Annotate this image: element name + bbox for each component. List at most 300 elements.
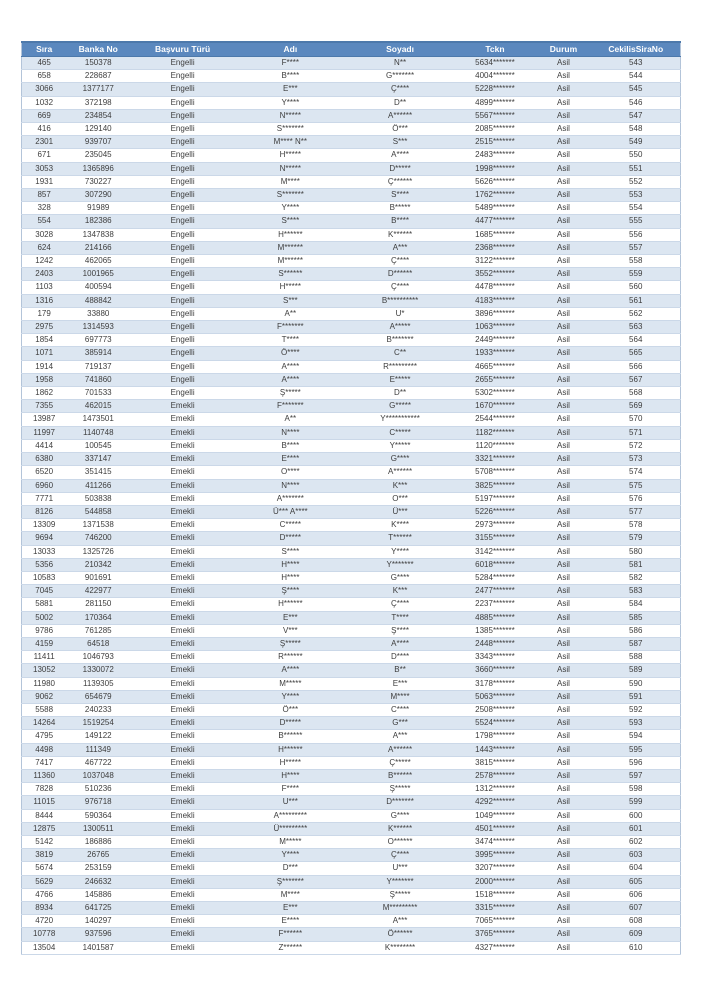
- cell-soyadi: K***: [346, 479, 455, 492]
- table-row: [22, 796, 681, 809]
- cell-banka-no: 939707: [66, 136, 130, 149]
- cell-soyadi: D*******: [346, 796, 455, 809]
- cell-banka-no: 351415: [66, 466, 130, 479]
- cell-tckn: 6018*******: [454, 558, 535, 571]
- cell-tckn: 5063*******: [454, 690, 535, 703]
- table-row: [22, 307, 681, 320]
- cell-cekilis-sira-no: 579: [591, 532, 680, 545]
- cell-banka-no: 235045: [66, 149, 130, 162]
- cell-cekilis-sira-no: 551: [591, 162, 680, 175]
- table-row: [22, 637, 681, 650]
- cell-cekilis-sira-no: 589: [591, 664, 680, 677]
- cell-sira: 4720: [22, 915, 67, 928]
- table-row: [22, 228, 681, 241]
- cell-tckn: 3142*******: [454, 545, 535, 558]
- cell-soyadi: U*: [346, 307, 455, 320]
- cell-basvuru-turu: Emekli: [130, 598, 235, 611]
- cell-sira: 11411: [22, 651, 67, 664]
- cell-basvuru-turu: Emekli: [130, 651, 235, 664]
- cell-banka-no: 746200: [66, 532, 130, 545]
- cell-durum: Asil: [535, 730, 591, 743]
- cell-banka-no: 654679: [66, 690, 130, 703]
- cell-soyadi: D**: [346, 96, 455, 109]
- cell-banka-no: 337147: [66, 453, 130, 466]
- cell-banka-no: 641725: [66, 902, 130, 915]
- cell-durum: Asil: [535, 202, 591, 215]
- cell-banka-no: 1519254: [66, 717, 130, 730]
- cell-basvuru-turu: Emekli: [130, 413, 235, 426]
- cell-tckn: 2508*******: [454, 703, 535, 716]
- cell-tckn: 3896*******: [454, 307, 535, 320]
- cell-adi: M****: [235, 888, 346, 901]
- cell-adi: E****: [235, 915, 346, 928]
- cell-durum: Asil: [535, 888, 591, 901]
- cell-cekilis-sira-no: 565: [591, 347, 680, 360]
- cell-adi: A**: [235, 413, 346, 426]
- cell-basvuru-turu: Engelli: [130, 149, 235, 162]
- table-row: [22, 321, 681, 334]
- cell-soyadi: G*******: [346, 70, 455, 83]
- cell-soyadi: Y*******: [346, 875, 455, 888]
- cell-sira: 3819: [22, 849, 67, 862]
- cell-sira: 8126: [22, 505, 67, 518]
- cell-cekilis-sira-no: 606: [591, 888, 680, 901]
- cell-sira: 671: [22, 149, 67, 162]
- cell-adi: F******: [235, 928, 346, 941]
- cell-tckn: 5302*******: [454, 387, 535, 400]
- cell-sira: 2975: [22, 321, 67, 334]
- cell-cekilis-sira-no: 556: [591, 228, 680, 241]
- table-row: [22, 769, 681, 782]
- cell-banka-no: 234854: [66, 109, 130, 122]
- table-row: [22, 294, 681, 307]
- cell-basvuru-turu: Emekli: [130, 809, 235, 822]
- cell-basvuru-turu: Emekli: [130, 849, 235, 862]
- cell-banka-no: 1401587: [66, 941, 130, 954]
- cell-basvuru-turu: Emekli: [130, 941, 235, 954]
- cell-sira: 4414: [22, 439, 67, 452]
- cell-cekilis-sira-no: 609: [591, 928, 680, 941]
- cell-adi: H******: [235, 743, 346, 756]
- table-row: [22, 268, 681, 281]
- cell-durum: Asil: [535, 347, 591, 360]
- column-header-banka-no: Banka No: [66, 42, 130, 57]
- cell-banka-no: 33880: [66, 307, 130, 320]
- table-row: [22, 373, 681, 386]
- cell-durum: Asil: [535, 875, 591, 888]
- cell-adi: S****: [235, 545, 346, 558]
- cell-banka-no: 1347838: [66, 228, 130, 241]
- cell-cekilis-sira-no: 557: [591, 241, 680, 254]
- cell-soyadi: B******: [346, 769, 455, 782]
- cell-tckn: 1518*******: [454, 888, 535, 901]
- cell-adi: Ş****: [235, 585, 346, 598]
- table-row: [22, 888, 681, 901]
- cell-sira: 13309: [22, 519, 67, 532]
- cell-soyadi: Y***********: [346, 413, 455, 426]
- cell-durum: Asil: [535, 70, 591, 83]
- cell-basvuru-turu: Emekli: [130, 822, 235, 835]
- cell-tckn: 1762*******: [454, 189, 535, 202]
- cell-adi: V***: [235, 624, 346, 637]
- cell-tckn: 2515*******: [454, 136, 535, 149]
- cell-banka-no: 411266: [66, 479, 130, 492]
- cell-sira: 10583: [22, 571, 67, 584]
- cell-basvuru-turu: Emekli: [130, 690, 235, 703]
- cell-banka-no: 719137: [66, 360, 130, 373]
- cell-basvuru-turu: Emekli: [130, 796, 235, 809]
- cell-adi: M**** N**: [235, 136, 346, 149]
- cell-adi: Ş*******: [235, 875, 346, 888]
- cell-tckn: 5489*******: [454, 202, 535, 215]
- cell-soyadi: R*********: [346, 360, 455, 373]
- table-row: [22, 492, 681, 505]
- cell-sira: 4159: [22, 637, 67, 650]
- table-row: [22, 558, 681, 571]
- cell-soyadi: K********: [346, 941, 455, 954]
- cell-banka-no: 1300511: [66, 822, 130, 835]
- cell-sira: 416: [22, 123, 67, 136]
- cell-durum: Asil: [535, 611, 591, 624]
- cell-sira: 1931: [22, 175, 67, 188]
- cell-banka-no: 1046793: [66, 651, 130, 664]
- cell-tckn: 2477*******: [454, 585, 535, 598]
- cell-durum: Asil: [535, 743, 591, 756]
- cell-tckn: 3343*******: [454, 651, 535, 664]
- cell-cekilis-sira-no: 573: [591, 453, 680, 466]
- cell-soyadi: Ç****: [346, 598, 455, 611]
- cell-cekilis-sira-no: 595: [591, 743, 680, 756]
- cell-soyadi: B**: [346, 664, 455, 677]
- cell-sira: 1103: [22, 281, 67, 294]
- cell-adi: B****: [235, 70, 346, 83]
- cell-sira: 1862: [22, 387, 67, 400]
- cell-sira: 328: [22, 202, 67, 215]
- cell-soyadi: G****: [346, 453, 455, 466]
- cell-sira: 624: [22, 241, 67, 254]
- cell-durum: Asil: [535, 664, 591, 677]
- cell-durum: Asil: [535, 215, 591, 228]
- cell-basvuru-turu: Emekli: [130, 902, 235, 915]
- table-row: [22, 519, 681, 532]
- cell-cekilis-sira-no: 571: [591, 426, 680, 439]
- cell-soyadi: B****: [346, 215, 455, 228]
- cell-cekilis-sira-no: 592: [591, 703, 680, 716]
- cell-soyadi: M*********: [346, 902, 455, 915]
- cell-sira: 658: [22, 70, 67, 83]
- cell-sira: 11015: [22, 796, 67, 809]
- cell-banka-no: 697773: [66, 334, 130, 347]
- cell-sira: 1032: [22, 96, 67, 109]
- cell-durum: Asil: [535, 294, 591, 307]
- cell-adi: Ü*********: [235, 822, 346, 835]
- cell-cekilis-sira-no: 594: [591, 730, 680, 743]
- cell-adi: S****: [235, 215, 346, 228]
- cell-soyadi: D*****: [346, 162, 455, 175]
- cell-cekilis-sira-no: 607: [591, 902, 680, 915]
- cell-soyadi: K******: [346, 228, 455, 241]
- cell-tckn: 1049*******: [454, 809, 535, 822]
- cell-soyadi: Ç****: [346, 83, 455, 96]
- cell-sira: 3053: [22, 162, 67, 175]
- cell-cekilis-sira-no: 604: [591, 862, 680, 875]
- cell-basvuru-turu: Emekli: [130, 439, 235, 452]
- cell-basvuru-turu: Emekli: [130, 400, 235, 413]
- table-row: [22, 571, 681, 584]
- cell-adi: A****: [235, 360, 346, 373]
- cell-sira: 7045: [22, 585, 67, 598]
- cell-durum: Asil: [535, 756, 591, 769]
- cell-basvuru-turu: Emekli: [130, 888, 235, 901]
- table-row: [22, 175, 681, 188]
- cell-tckn: 3765*******: [454, 928, 535, 941]
- cell-basvuru-turu: Engelli: [130, 255, 235, 268]
- cell-banka-no: 150378: [66, 57, 130, 70]
- cell-durum: Asil: [535, 637, 591, 650]
- cell-adi: N****: [235, 426, 346, 439]
- cell-tckn: 4885*******: [454, 611, 535, 624]
- cell-cekilis-sira-no: 608: [591, 915, 680, 928]
- table-row: [22, 70, 681, 83]
- cell-durum: Asil: [535, 360, 591, 373]
- cell-adi: B******: [235, 730, 346, 743]
- cell-soyadi: O***: [346, 492, 455, 505]
- cell-basvuru-turu: Engelli: [130, 136, 235, 149]
- cell-sira: 11997: [22, 426, 67, 439]
- cell-adi: A*******: [235, 492, 346, 505]
- table-row: [22, 241, 681, 254]
- cell-banka-no: 422977: [66, 585, 130, 598]
- cell-tckn: 5634*******: [454, 57, 535, 70]
- cell-soyadi: D******: [346, 268, 455, 281]
- cell-durum: Asil: [535, 703, 591, 716]
- cell-sira: 3066: [22, 83, 67, 96]
- table-row: [22, 347, 681, 360]
- cell-cekilis-sira-no: 590: [591, 677, 680, 690]
- table-row: [22, 730, 681, 743]
- cell-adi: F*******: [235, 321, 346, 334]
- cell-cekilis-sira-no: 598: [591, 783, 680, 796]
- table-row: [22, 585, 681, 598]
- cell-adi: H*****: [235, 756, 346, 769]
- cell-cekilis-sira-no: 555: [591, 215, 680, 228]
- cell-tckn: 4004*******: [454, 70, 535, 83]
- cell-durum: Asil: [535, 505, 591, 518]
- cell-tckn: 2237*******: [454, 598, 535, 611]
- cell-durum: Asil: [535, 809, 591, 822]
- table-row: [22, 664, 681, 677]
- table-row: [22, 717, 681, 730]
- cell-basvuru-turu: Engelli: [130, 96, 235, 109]
- cell-durum: Asil: [535, 228, 591, 241]
- cell-durum: Asil: [535, 928, 591, 941]
- cell-basvuru-turu: Emekli: [130, 545, 235, 558]
- cell-cekilis-sira-no: 560: [591, 281, 680, 294]
- cell-basvuru-turu: Engelli: [130, 347, 235, 360]
- cell-basvuru-turu: Engelli: [130, 281, 235, 294]
- cell-tckn: 2655*******: [454, 373, 535, 386]
- table-header: [22, 42, 681, 57]
- cell-soyadi: G****: [346, 571, 455, 584]
- cell-basvuru-turu: Emekli: [130, 611, 235, 624]
- table-row: [22, 677, 681, 690]
- column-header-durum: Durum: [535, 42, 591, 57]
- cell-cekilis-sira-no: 569: [591, 400, 680, 413]
- cell-cekilis-sira-no: 603: [591, 849, 680, 862]
- table-row: [22, 387, 681, 400]
- cell-basvuru-turu: Engelli: [130, 373, 235, 386]
- table-row: [22, 400, 681, 413]
- cell-banka-no: 510236: [66, 783, 130, 796]
- cell-banka-no: 730227: [66, 175, 130, 188]
- cell-basvuru-turu: Engelli: [130, 334, 235, 347]
- cell-basvuru-turu: Engelli: [130, 202, 235, 215]
- cell-soyadi: Ş****: [346, 624, 455, 637]
- table-row: [22, 202, 681, 215]
- cell-adi: D*****: [235, 717, 346, 730]
- cell-tckn: 5228*******: [454, 83, 535, 96]
- cell-tckn: 4292*******: [454, 796, 535, 809]
- cell-durum: Asil: [535, 479, 591, 492]
- table-row: [22, 624, 681, 637]
- cell-tckn: 3552*******: [454, 268, 535, 281]
- cell-durum: Asil: [535, 902, 591, 915]
- cell-adi: F****: [235, 783, 346, 796]
- cell-soyadi: A******: [346, 109, 455, 122]
- cell-adi: Y****: [235, 849, 346, 862]
- cell-basvuru-turu: Emekli: [130, 624, 235, 637]
- cell-banka-no: 214166: [66, 241, 130, 254]
- cell-adi: H******: [235, 598, 346, 611]
- cell-cekilis-sira-no: 600: [591, 809, 680, 822]
- cell-tckn: 3122*******: [454, 255, 535, 268]
- cell-basvuru-turu: Emekli: [130, 492, 235, 505]
- cell-sira: 1316: [22, 294, 67, 307]
- cell-sira: 11980: [22, 677, 67, 690]
- cell-adi: R******: [235, 651, 346, 664]
- cell-durum: Asil: [535, 717, 591, 730]
- table-row: [22, 875, 681, 888]
- cell-basvuru-turu: Emekli: [130, 730, 235, 743]
- cell-cekilis-sira-no: 580: [591, 545, 680, 558]
- cell-tckn: 1933*******: [454, 347, 535, 360]
- cell-sira: 1914: [22, 360, 67, 373]
- cell-tckn: 3315*******: [454, 902, 535, 915]
- table-row: [22, 783, 681, 796]
- cell-soyadi: C**: [346, 347, 455, 360]
- cell-basvuru-turu: Engelli: [130, 70, 235, 83]
- cell-banka-no: 170364: [66, 611, 130, 624]
- cell-basvuru-turu: Emekli: [130, 558, 235, 571]
- cell-adi: M*****: [235, 835, 346, 848]
- cell-tckn: 3995*******: [454, 849, 535, 862]
- cell-banka-no: 240233: [66, 703, 130, 716]
- cell-basvuru-turu: Engelli: [130, 215, 235, 228]
- cell-adi: E***: [235, 902, 346, 915]
- cell-soyadi: E*****: [346, 373, 455, 386]
- cell-banka-no: 488842: [66, 294, 130, 307]
- cell-soyadi: A******: [346, 743, 455, 756]
- cell-tckn: 5284*******: [454, 571, 535, 584]
- cell-sira: 12875: [22, 822, 67, 835]
- cell-adi: A****: [235, 373, 346, 386]
- cell-sira: 5674: [22, 862, 67, 875]
- cell-banka-no: 467722: [66, 756, 130, 769]
- cell-banka-no: 140297: [66, 915, 130, 928]
- column-header-soyadi: Soyadı: [346, 42, 455, 57]
- cell-durum: Asil: [535, 519, 591, 532]
- cell-banka-no: 1330072: [66, 664, 130, 677]
- cell-sira: 5881: [22, 598, 67, 611]
- cell-soyadi: Ç*****: [346, 756, 455, 769]
- cell-tckn: 4477*******: [454, 215, 535, 228]
- cell-cekilis-sira-no: 597: [591, 769, 680, 782]
- cell-banka-no: 100545: [66, 439, 130, 452]
- cell-adi: Y****: [235, 96, 346, 109]
- cell-basvuru-turu: Engelli: [130, 387, 235, 400]
- cell-adi: M******: [235, 255, 346, 268]
- table-row: [22, 189, 681, 202]
- cell-tckn: 3815*******: [454, 756, 535, 769]
- cell-basvuru-turu: Emekli: [130, 835, 235, 848]
- cell-tckn: 1063*******: [454, 321, 535, 334]
- cell-basvuru-turu: Emekli: [130, 862, 235, 875]
- cell-soyadi: A****: [346, 637, 455, 650]
- cell-durum: Asil: [535, 690, 591, 703]
- cell-sira: 554: [22, 215, 67, 228]
- cell-soyadi: B*******: [346, 334, 455, 347]
- cell-banka-no: 544858: [66, 505, 130, 518]
- cell-durum: Asil: [535, 162, 591, 175]
- cell-soyadi: Y*******: [346, 558, 455, 571]
- cell-basvuru-turu: Emekli: [130, 783, 235, 796]
- cell-tckn: 4899*******: [454, 96, 535, 109]
- cell-soyadi: C*****: [346, 426, 455, 439]
- cell-durum: Asil: [535, 545, 591, 558]
- cell-soyadi: G*****: [346, 400, 455, 413]
- cell-banka-no: 1139305: [66, 677, 130, 690]
- cell-soyadi: Ö******: [346, 928, 455, 941]
- cell-cekilis-sira-no: 583: [591, 585, 680, 598]
- cell-cekilis-sira-no: 566: [591, 360, 680, 373]
- cell-adi: H*****: [235, 149, 346, 162]
- cell-cekilis-sira-no: 585: [591, 611, 680, 624]
- cell-cekilis-sira-no: 605: [591, 875, 680, 888]
- table-row: [22, 360, 681, 373]
- lottery-results-table-container: [21, 41, 681, 955]
- cell-cekilis-sira-no: 547: [591, 109, 680, 122]
- cell-cekilis-sira-no: 587: [591, 637, 680, 650]
- table-row: [22, 835, 681, 848]
- cell-durum: Asil: [535, 307, 591, 320]
- cell-cekilis-sira-no: 543: [591, 57, 680, 70]
- table-row: [22, 756, 681, 769]
- cell-tckn: 4665*******: [454, 360, 535, 373]
- cell-cekilis-sira-no: 593: [591, 717, 680, 730]
- cell-durum: Asil: [535, 439, 591, 452]
- cell-adi: B****: [235, 439, 346, 452]
- cell-sira: 465: [22, 57, 67, 70]
- cell-banka-no: 1365896: [66, 162, 130, 175]
- cell-durum: Asil: [535, 453, 591, 466]
- cell-soyadi: D****: [346, 651, 455, 664]
- cell-sira: 1958: [22, 373, 67, 386]
- cell-durum: Asil: [535, 387, 591, 400]
- cell-cekilis-sira-no: 549: [591, 136, 680, 149]
- cell-adi: Y****: [235, 202, 346, 215]
- cell-tckn: 3825*******: [454, 479, 535, 492]
- cell-banka-no: 590364: [66, 809, 130, 822]
